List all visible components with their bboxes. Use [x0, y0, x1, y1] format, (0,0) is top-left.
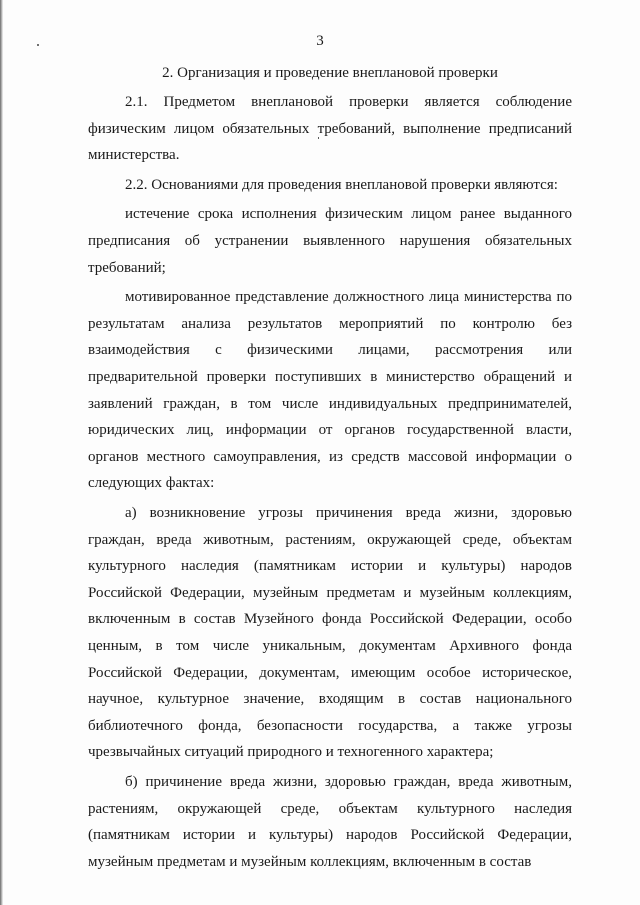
paragraph: 2.1. Предметом внеплановой проверки является соблюдение физическим лицом обязательных требований, выполнение предписаний министерства. [88, 94, 572, 164]
page-number: 3 [316, 33, 324, 49]
paragraph: истечение срока исполнения физическим лицом ранее выданного предписания об устранении выявленного нарушения обязательных требований; [88, 206, 572, 276]
section-heading: 2. Организация и проведение внеплановой проверки [162, 65, 498, 81]
scan-edge-shadow [0, 0, 3, 905]
paragraph: б) причинение вреда жизни, здоровью граждан, вреда животным, растениям, окружающей среде, объектам культурного наследия (памятникам истории и культуры) народов Российской Федерации, музейным предметам и музейным коллекциям, включенным в состав [88, 773, 572, 870]
paragraph: 2.2. Основаниями для проведения внеплановой проверки являются: [125, 176, 558, 193]
document-body [88, 60, 572, 878]
paragraph: мотивированное представление должностного лица министерства по результатам анализа результатов мероприятий по контролю без взаимодействия с физическими лицами, рассмотрения или предварительной проверки поступивших в министерство обращений и заявлений граждан, в том числе индивидуальных предпринимателей, юридических лиц, информации от органов государственной власти, органов местного самоуправления, из средств массовой информации о следующих фактах: [88, 289, 572, 492]
paragraph: а) возникновение угрозы причинения вреда жизни, здоровью граждан, вреда животным, растениям, окружающей среде, объектам культурного наследия (памятникам истории и культуры) народов Российской Федерации, музейным предметам и музейным коллекциям, включенным в состав Музейного фонда Российской Федерации, особо ценным, в том числе уникальным, документам Архивного фонда Российской Федерации, документам, имеющим особое историческое, научное, культурное значение, входящим в состав национального библиотечного фонда, безопасности государства, а также угрозы чрезвычайных ситуаций природного и техногенного характера; [88, 505, 572, 761]
